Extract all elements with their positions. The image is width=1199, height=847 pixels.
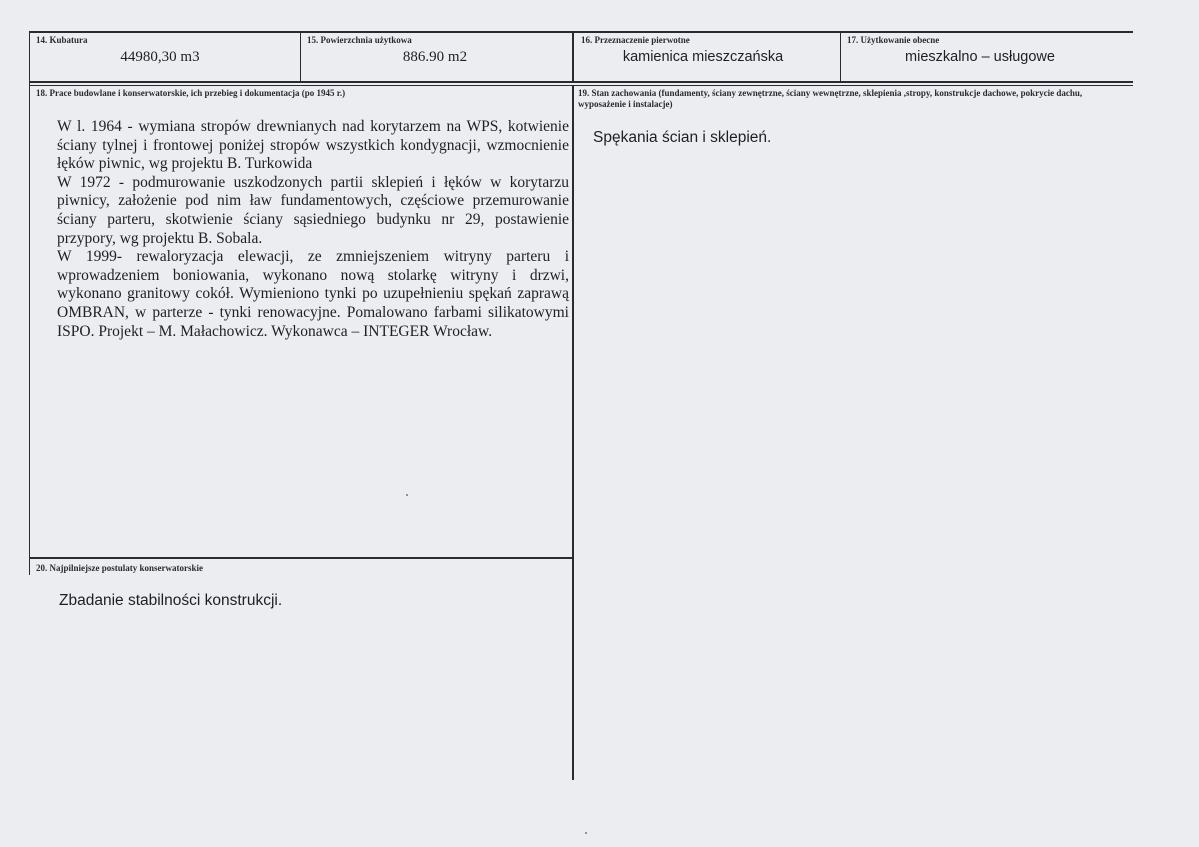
field-19-label: 19. Stan zachowania (fundamenty, ściany zewnętrzne, ściany wewnętrzne, sklepienia ,stropy, konstrukcje dachowe, pokrycie dachu, wyposażenie i instalacje) [578, 88, 1083, 109]
field-19-value: Spękania ścian i sklepień. [593, 129, 772, 146]
work-entry-1964: W l. 1964 - wymiana stropów drewnianych nad korytarzem na WPS, kotwienie ściany tylnej i frontowej poniżej stropów wszystkich kondygnacji, wzmocnienie łęków piwnic, wg projektu B. Turkowida [57, 118, 569, 173]
field-20-label: 20. Najpilniejsze postulaty konserwatorskie [36, 563, 203, 573]
field-15-value: 886.90 m2 [402, 49, 468, 65]
row1-second-rule [29, 85, 1133, 86]
field-18-label: 18. Prace budowlane i konserwatorskie, ich przebieg i dokumentacja (po 1945 r.) [36, 88, 346, 98]
center-divider [572, 86, 574, 780]
divider-14-15 [300, 31, 301, 83]
work-entry-1999: W 1999- rewaloryzacja elewacji, ze zmniejszeniem witryny parteru i wprowadzeniem boniowania, wykonano nową stolarkę witryny i drzwi, wykonano granitowy cokół. Wymieniono tynki po uzupełnieniu spękań zaprawą OMBRAN, w parterze - tynki renowacyjne. Pomalowano farbami silikatowymi ISPO. Projekt – M. Małachowicz. Wykonawca – INTEGER Wrocław. [57, 248, 569, 340]
field-14-value: 44980,30 m3 [120, 49, 200, 65]
field-20-value: Zbadanie stabilności konstrukcji. [59, 592, 283, 609]
top-rule [29, 31, 1133, 33]
section-20-rule [29, 557, 574, 559]
field-18-text [57, 118, 569, 341]
field-15-label: 15. Powierzchnia użytkowa [307, 35, 412, 45]
field-14-label: 14. Kubatura [36, 35, 88, 45]
work-entry-1972: W 1972 - podmurowanie uszkodzonych partii sklepień i łęków w korytarzu piwnicy, założenie pod nim ław fundamentowych, częściowe przemurowanie ściany parteru, skotwienie ściany sąsiedniego budynku nr 29, postawienie przypory, wg projektu B. Sobala. [57, 173, 569, 247]
scan-speck [585, 832, 587, 834]
field-16-value: kamienica mieszczańska [622, 49, 784, 65]
row1-bottom-rule [29, 81, 1133, 83]
divider-16-17 [840, 31, 841, 83]
left-border-lower [29, 86, 30, 575]
divider-15-16 [572, 31, 574, 83]
field-17-value: mieszkalno – usługowe [905, 49, 1055, 65]
field-16-label: 16. Przeznaczenie pierwotne [581, 35, 690, 45]
left-border [29, 31, 30, 86]
scan-speck [406, 494, 408, 496]
field-17-label: 17. Użytkowanie obecne [847, 35, 940, 45]
